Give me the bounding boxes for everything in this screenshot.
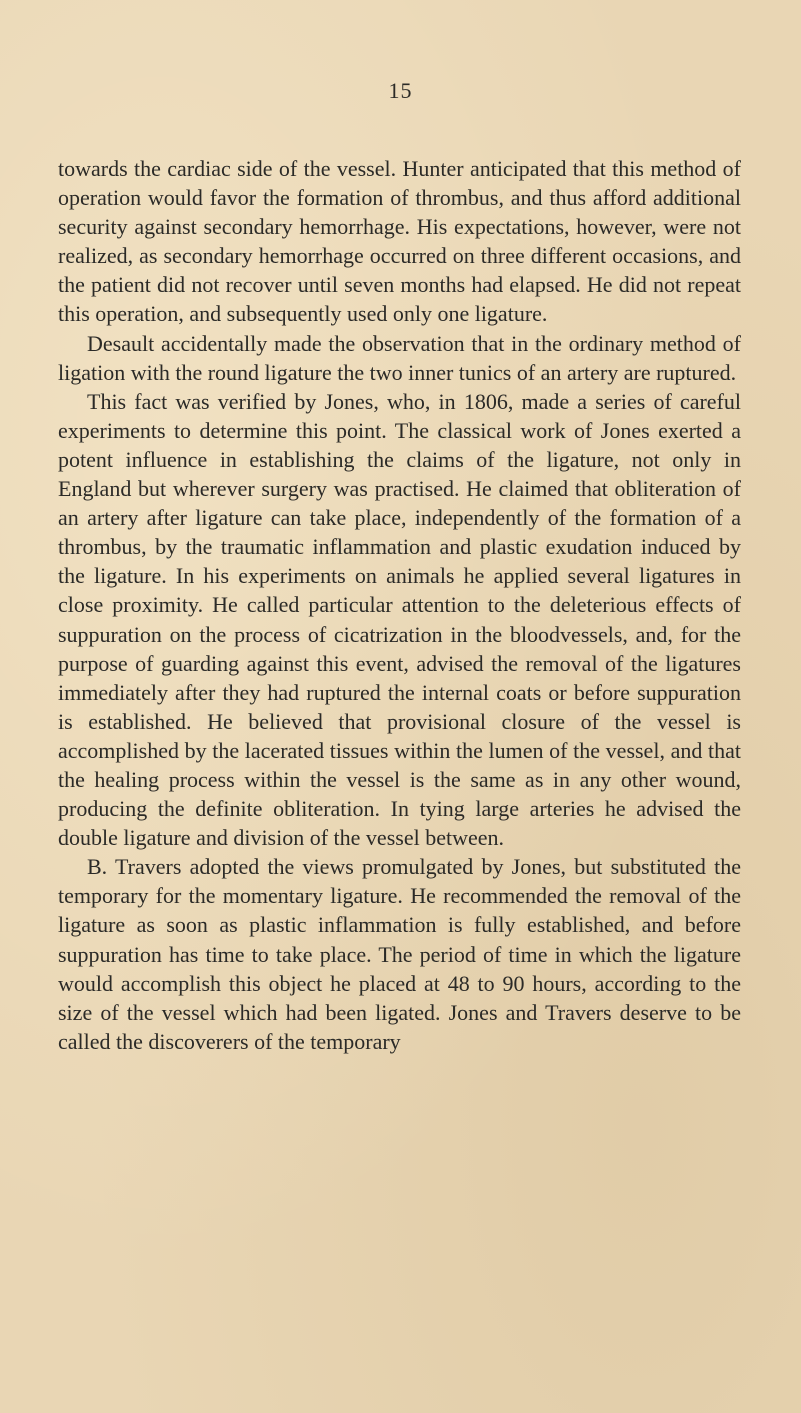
paragraph: towards the cardiac side of the vessel. Hunter anticipated that this method of operation would favor the formation of thrombus, and thus afford additional security against secondary hemorrhage. His expectations, however, were not realized, as secondary hemorrhage occurred on three different occasions, and the patient did not recover until seven months had elapsed. He did not repeat this operation, and subsequently used only one ligature.: [58, 156, 741, 327]
body-text: [58, 154, 741, 1056]
page-number: 15: [388, 78, 413, 103]
paragraph: B. Travers adopted the views promulgated by Jones, but substituted the temporary for the momentary ligature. He recommended the removal of the ligature as soon as plastic inflammation is fully established, and before suppuration has time to take place. The period of time in which the ligature would accomplish this object he placed at 48 to 90 hours, according to the size of the vessel which had been ligated. Jones and Travers deserve to be called the discoverers of the temporary: [58, 854, 741, 1054]
paragraph: This fact was verified by Jones, who, in 1806, made a series of careful experiments to determine this point. The classical work of Jones exerted a potent influence in establishing the claims of the ligature, not only in England but wherever surgery was practised. He claimed that obliteration of an artery after ligature can take place, independently of the formation of a thrombus, by the traumatic inflammation and plastic exudation induced by the ligature. In his experiments on animals he applied several ligatures in close proximity. He called particular attention to the deleterious effects of suppuration on the process of cicatrization in the bloodvessels, and, for the purpose of guarding against this event, advised the removal of the ligatures immediately after they had ruptured the internal coats or before suppuration is established. He believed that provisional closure of the vessel is accomplished by the lacerated tissues within the lumen of the vessel, and that the healing process within the vessel is the same as in any other wound, producing the definite obliteration. In tying large arteries he advised the double ligature and division of the vessel between.: [58, 388, 741, 851]
paragraph: Desault accidentally made the observation that in the ordinary method of ligation with the round ligature the two inner tunics of an artery are ruptured.: [58, 330, 741, 385]
